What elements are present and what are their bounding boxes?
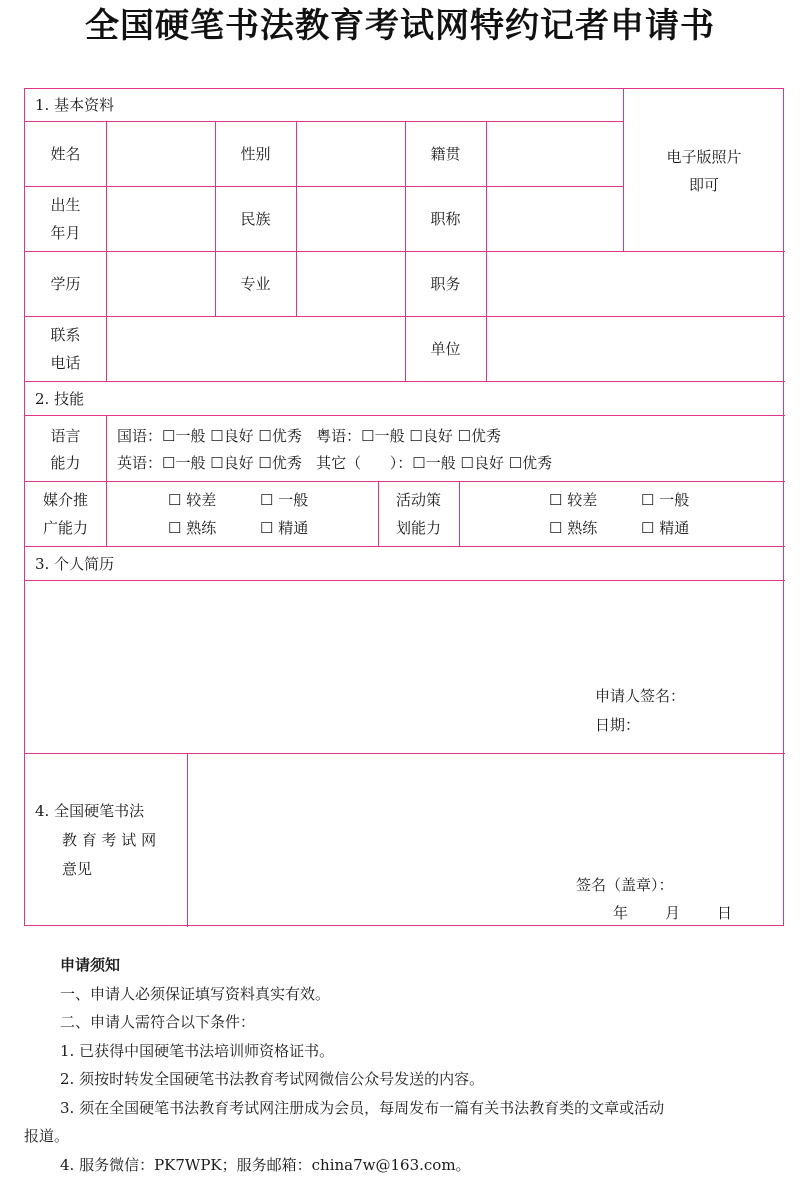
- ethnicity-label: 民族: [240, 210, 271, 228]
- divider: [106, 415, 107, 546]
- applicant-date-label: 日期：: [595, 716, 641, 734]
- notes-line-2: 二、申请人需符合以下条件：: [60, 1013, 256, 1031]
- divider: [486, 121, 487, 381]
- divider: [623, 89, 624, 251]
- birth-label-line1: 出生: [50, 196, 81, 214]
- phone-label-line2: 电话: [50, 354, 81, 372]
- notes-line-5: 3. 须在全国硬笔书法教育考试网注册成为会员，每周发布一篇有关书法教育类的文章或活动: [60, 1099, 665, 1117]
- language-options-row2[interactable]: 英语：☐一般 ☐良好 ☐优秀 其它（ ）：☐一般 ☐良好 ☐优秀: [117, 454, 553, 472]
- divider: [106, 121, 107, 381]
- applicant-signature-label: 申请人签名：: [595, 687, 686, 705]
- phone-label-line1: 联系: [50, 326, 81, 344]
- event-option-skilled[interactable]: ☐ 熟练: [549, 519, 598, 537]
- notes-line-1: 一、申请人必须保证填写资料真实有效。: [60, 985, 331, 1003]
- divider: [25, 580, 785, 581]
- photo-note-line1: 电子版照片: [666, 148, 742, 166]
- event-option-expert[interactable]: ☐ 精通: [641, 519, 690, 537]
- event-option-average[interactable]: ☐ 一般: [641, 491, 690, 509]
- photo-note-line2: 即可: [688, 176, 719, 194]
- section2-header: 2. 技能: [35, 390, 85, 408]
- divider: [187, 753, 188, 927]
- divider: [25, 546, 785, 547]
- application-form: [24, 88, 784, 926]
- media-label-line1: 媒介推: [42, 491, 88, 509]
- divider: [25, 381, 785, 382]
- divider: [25, 415, 785, 416]
- language-label-line2: 能力: [50, 454, 81, 472]
- notes-heading: 申请须知: [60, 956, 121, 974]
- title-rank-label: 职称: [430, 210, 461, 228]
- media-option-poor[interactable]: ☐ 较差: [168, 491, 217, 509]
- seal-month-label: 月: [665, 904, 681, 922]
- event-label-line2: 划能力: [395, 519, 441, 537]
- position-label: 职务: [430, 275, 461, 293]
- divider: [25, 481, 785, 482]
- media-label-line2: 广能力: [42, 519, 88, 537]
- gender-label: 性别: [240, 145, 271, 163]
- major-label: 专业: [240, 275, 271, 293]
- media-option-skilled[interactable]: ☐ 熟练: [168, 519, 217, 537]
- section4-label-line1: 4. 全国硬笔书法: [35, 802, 145, 820]
- notes-line-3: 1. 已获得中国硬笔书法培训师资格证书。: [60, 1042, 335, 1060]
- event-label-line1: 活动策: [395, 491, 441, 509]
- divider: [25, 121, 623, 122]
- education-label: 学历: [50, 275, 81, 293]
- event-option-poor[interactable]: ☐ 较差: [549, 491, 598, 509]
- origin-label: 籍贯: [430, 145, 461, 163]
- language-label-line1: 语言: [50, 427, 81, 445]
- seal-year-label: 年: [613, 904, 629, 922]
- seal-day-label: 日: [717, 904, 733, 922]
- birth-label-line2: 年月: [50, 224, 81, 242]
- media-option-expert[interactable]: ☐ 精通: [260, 519, 309, 537]
- divider: [296, 121, 297, 316]
- seal-signature-label: 签名（盖章）：: [576, 876, 674, 894]
- section4-label-line2: 教 育 考 试 网: [62, 831, 157, 849]
- divider: [25, 186, 623, 187]
- page-title: 全国硬笔书法教育考试网特约记者申请书: [85, 6, 715, 46]
- unit-label: 单位: [430, 340, 461, 358]
- notes-line-5-cont: 报道。: [24, 1127, 70, 1145]
- name-label: 姓名: [50, 145, 81, 163]
- section1-header: 1. 基本资料: [35, 96, 115, 114]
- media-option-average[interactable]: ☐ 一般: [260, 491, 309, 509]
- divider: [25, 753, 785, 754]
- section4-label-line3: 意见: [62, 860, 93, 878]
- section3-header: 3. 个人简历: [35, 555, 115, 573]
- notes-line-4: 2. 须按时转发全国硬笔书法教育考试网微信公众号发送的内容。: [60, 1070, 485, 1088]
- divider: [459, 481, 460, 546]
- notes-line-6: 4. 服务微信：PK7WPK；服务邮箱：china7w@163.com。: [60, 1156, 471, 1174]
- language-options-row1[interactable]: 国语：☐一般 ☐良好 ☐优秀 粤语：☐一般 ☐良好 ☐优秀: [117, 427, 502, 445]
